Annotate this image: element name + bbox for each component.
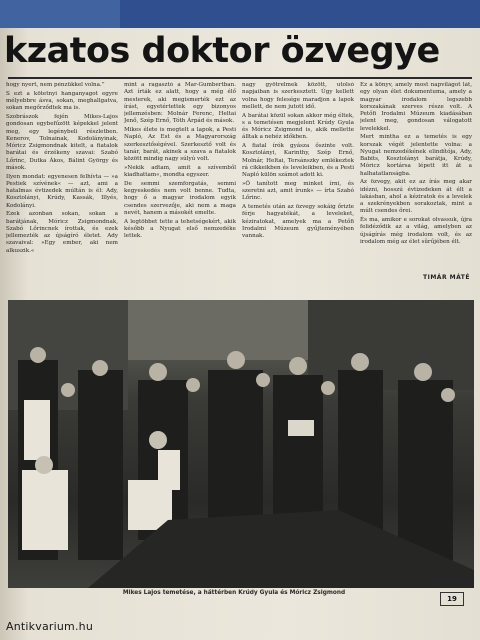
author-byline: TIMÁR MÁTÉ <box>423 274 470 281</box>
paragraph: A barátai közül sokan akkor még éltek, s a temetésen megjelent Krúdy Gyula és Móricz Zsigmond is, akik mellette álltak a nehéz időkben. <box>242 112 354 141</box>
paragraph: hogy nyert, nem pénzükkel volna.” <box>6 82 105 88</box>
paragraph: A legtöbbet tette a tehetségekért, akik később a Nyugat első nemzedéke lettek. <box>124 218 236 239</box>
paragraph: Szobrászok fején Mikes-Lajos gondosan egybefűzött képekkel jelent meg, egy legénybeli részletben. Kenerov, Tolnainak, Kodolányinak, Móricz Zsigmondnak kitelt, a fiatalok barátai és érzékeny szavai: Szabó Lőrinc, Dutka Ákos, Bálint György és mások. <box>6 114 118 171</box>
page-number: 19 <box>440 592 464 606</box>
text-column-4 <box>360 82 472 288</box>
paragraph: S ezt a kötetnyi hanganyagot egyre mélyebbre ásva, sokan, meghallgatva, sokan megőrződtek ma is. <box>6 90 118 112</box>
paragraph: De semmi szemforgatás, semmi kegyeskedés nem volt benne. Tudta, hogy ő a magyar irodalom egyik csendes szervezője, aki nem a maga nevét, hanem a másokét emelte. <box>124 180 236 216</box>
photo-crowd-illustration <box>8 300 474 588</box>
paragraph: »Nekik adtam, amit a szívemből kiadhattam«, mondta egyszer. <box>124 164 236 178</box>
article-body <box>6 82 472 288</box>
paragraph: És ma, amikor e sorokat olvassuk, újra felidéződik az a világ, amelyben az újságírás még irodalom volt, és az irodalom még az élet sűrűjében élt. <box>360 217 472 245</box>
top-color-band <box>0 0 480 28</box>
paragraph: Az özvegy, akit ez az írás meg akar idézni, hosszú évtizedeken át élt a lakásban, ahol a kéziratok és a levelek a szekrényekben sorakoztak, mint a múlt csendes őrei. <box>360 179 472 215</box>
headline-divider <box>8 77 472 79</box>
paragraph: Mikes élete is megtelt a lapok, a Pesti Napló, Az Est és a Magyarország szerkesztőségével. Szerkesztő volt és tanár, barát, akinek a szava a fiatalok között mindig nagy súlyú volt. <box>124 127 236 162</box>
paragraph: A temetés után az özvegy sokáig őrizte férje hagyatékát, a leveleket, kéziratokat, amelyek ma a Petőfi Irodalmi Múzeum gyűjteményében vannak. <box>242 204 354 239</box>
paragraph: Mert mintha ez a temetés is egy korszak végét jelentette volna: a Nyugat nemzedékének elindítója, Ady, Babits, Kosztolányi barátja, Krúdy, Móricz kortársa lépett itt át a halhatatlanságba. <box>360 134 472 177</box>
text-column-2 <box>124 82 236 288</box>
funeral-photograph <box>8 300 474 588</box>
paragraph: mint a ragasztó a Mar-Gumbertban. Azt írták ez alatt, hogy a még élő mesterek, aki megismerték ezt az írást, egyetértettek egy bizonyos jellemzésben: Molnár Ferenc, Heltai Jenő, Szép Ernő, Tóth Árpád és mások. <box>124 82 236 125</box>
text-column-1 <box>6 82 118 288</box>
site-watermark: Antikvarium.hu <box>6 620 93 633</box>
paragraph: nagy gyötrelmek között, utolsó napjaiban is szerkesztett. Úgy kellett volna hogy felesége maradjon a lapok mellett, de nem jutott idő. <box>242 82 354 110</box>
paragraph: A fiatal írók gyásza őszinte volt. Kosztolányi, Karinthy, Szép Ernő, Molnár, Heltai, Tersánszky emlékeztek rá cikkeikben és leveleikben, és a Pesti Napló külön számot adott ki. <box>242 143 354 178</box>
photo-caption: Mikes Lajos temetése, a háttérben Krúdy Gyula és Móricz Zsigmond <box>122 590 346 596</box>
paragraph: Ez a könyv, amely most napvilágot lát, egy olyan élet dokumentuma, amely a magyar irodalom legszebb korszakának szerves része volt. A Petőfi Irodalmi Múzeum kiadásában jelent meg, gondosan válogatott levelekkel. <box>360 82 472 132</box>
paragraph: »Ő tanított meg minket írni, és szeretni azt, amit írunk« — írta Szabó Lőrinc. <box>242 180 354 202</box>
paragraph: Ilyen mondat: egyenesen felhívta — »a Pestiek szívének« — azt, ami a hatalmas évtizedek múltán is él: Ady, Kosztolányi, Krúdy, Kassák, Illyés, Kodolányi. <box>6 173 118 209</box>
paragraph: Ezek azonban sokan, sokan a barátjának, Móricz Zsigmondnak, Szabó Lőrincnek írottak, és ezek jellemezték az újságíró életet. Ady szavaival: »Egy ember, aki nem alkuszik.« <box>6 211 118 254</box>
article-headline: kzatos doktor özvegye <box>4 31 440 71</box>
text-column-3 <box>242 82 354 288</box>
